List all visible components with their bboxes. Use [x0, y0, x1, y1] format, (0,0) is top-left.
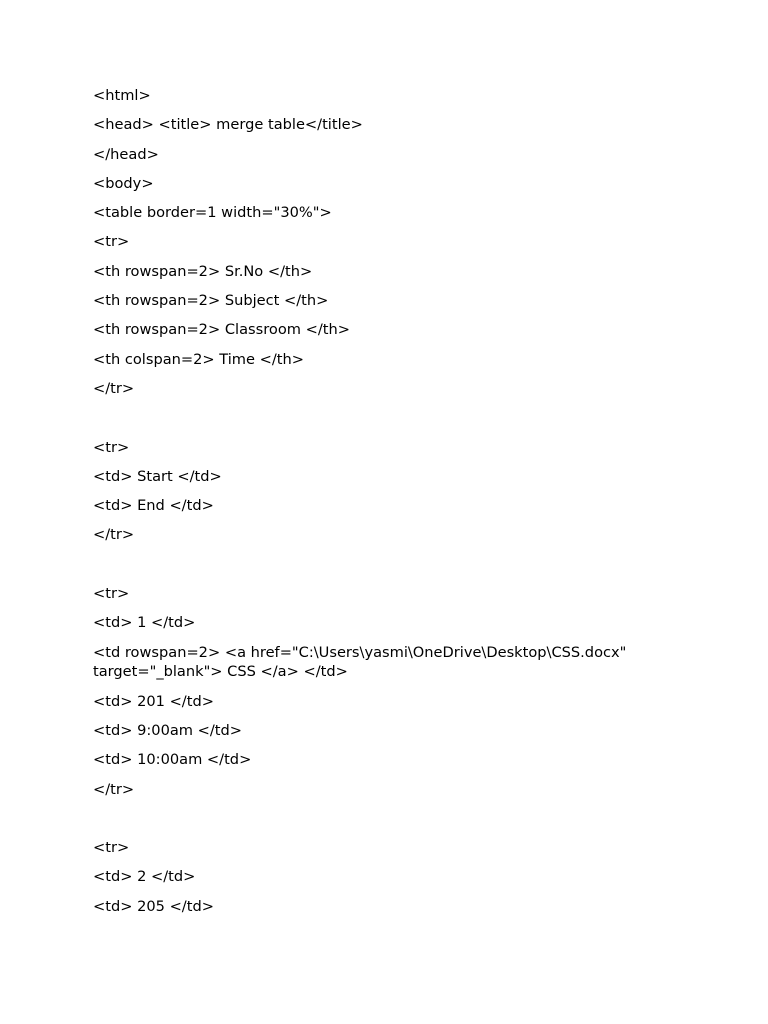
code-line: <th rowspan=2> Sr.No </th> — [93, 262, 313, 280]
code-line: <th rowspan=2> Classroom </th> — [93, 321, 350, 339]
code-line: <td rowspan=2> <a href="C:\Users\yasmi\OneDrive\Desktop\CSS.docx" target="_blank"> CSS </a> </td> — [93, 643, 627, 681]
code-line: </tr> — [93, 379, 135, 397]
blank-line — [93, 408, 693, 437]
code-line: <td> Start </td> — [93, 467, 222, 485]
code-line: <td> 205 </td> — [93, 897, 214, 915]
code-line: <tr> — [93, 585, 130, 603]
code-line: </tr> — [93, 526, 135, 544]
code-line: <tr> — [93, 839, 130, 857]
code-line: </head> — [93, 145, 159, 163]
code-line: <td> 9:00am </td> — [93, 721, 243, 739]
code-line: <tr> — [93, 233, 130, 251]
code-line: <th rowspan=2> Subject </th> — [93, 292, 329, 310]
code-line: </tr> — [93, 780, 135, 798]
code-line: <td> 2 </td> — [93, 868, 196, 886]
code-line: <tr> — [93, 438, 130, 456]
code-line: <td> 201 </td> — [93, 692, 214, 710]
code-line: <td> 10:00am </td> — [93, 751, 252, 769]
code-line: <td> 1 </td> — [93, 614, 196, 632]
code-line: <head> <title> merge table</title> — [93, 116, 363, 134]
blank-line — [93, 809, 693, 838]
code-line: <td> End </td> — [93, 497, 214, 515]
code-line: <table border=1 width="30%"> — [93, 204, 332, 222]
code-line: <th colspan=2> Time </th> — [93, 350, 304, 368]
blank-line — [93, 555, 693, 584]
code-line: <body> — [93, 174, 154, 192]
document-page — [93, 86, 693, 926]
code-line: <html> — [93, 87, 151, 104]
